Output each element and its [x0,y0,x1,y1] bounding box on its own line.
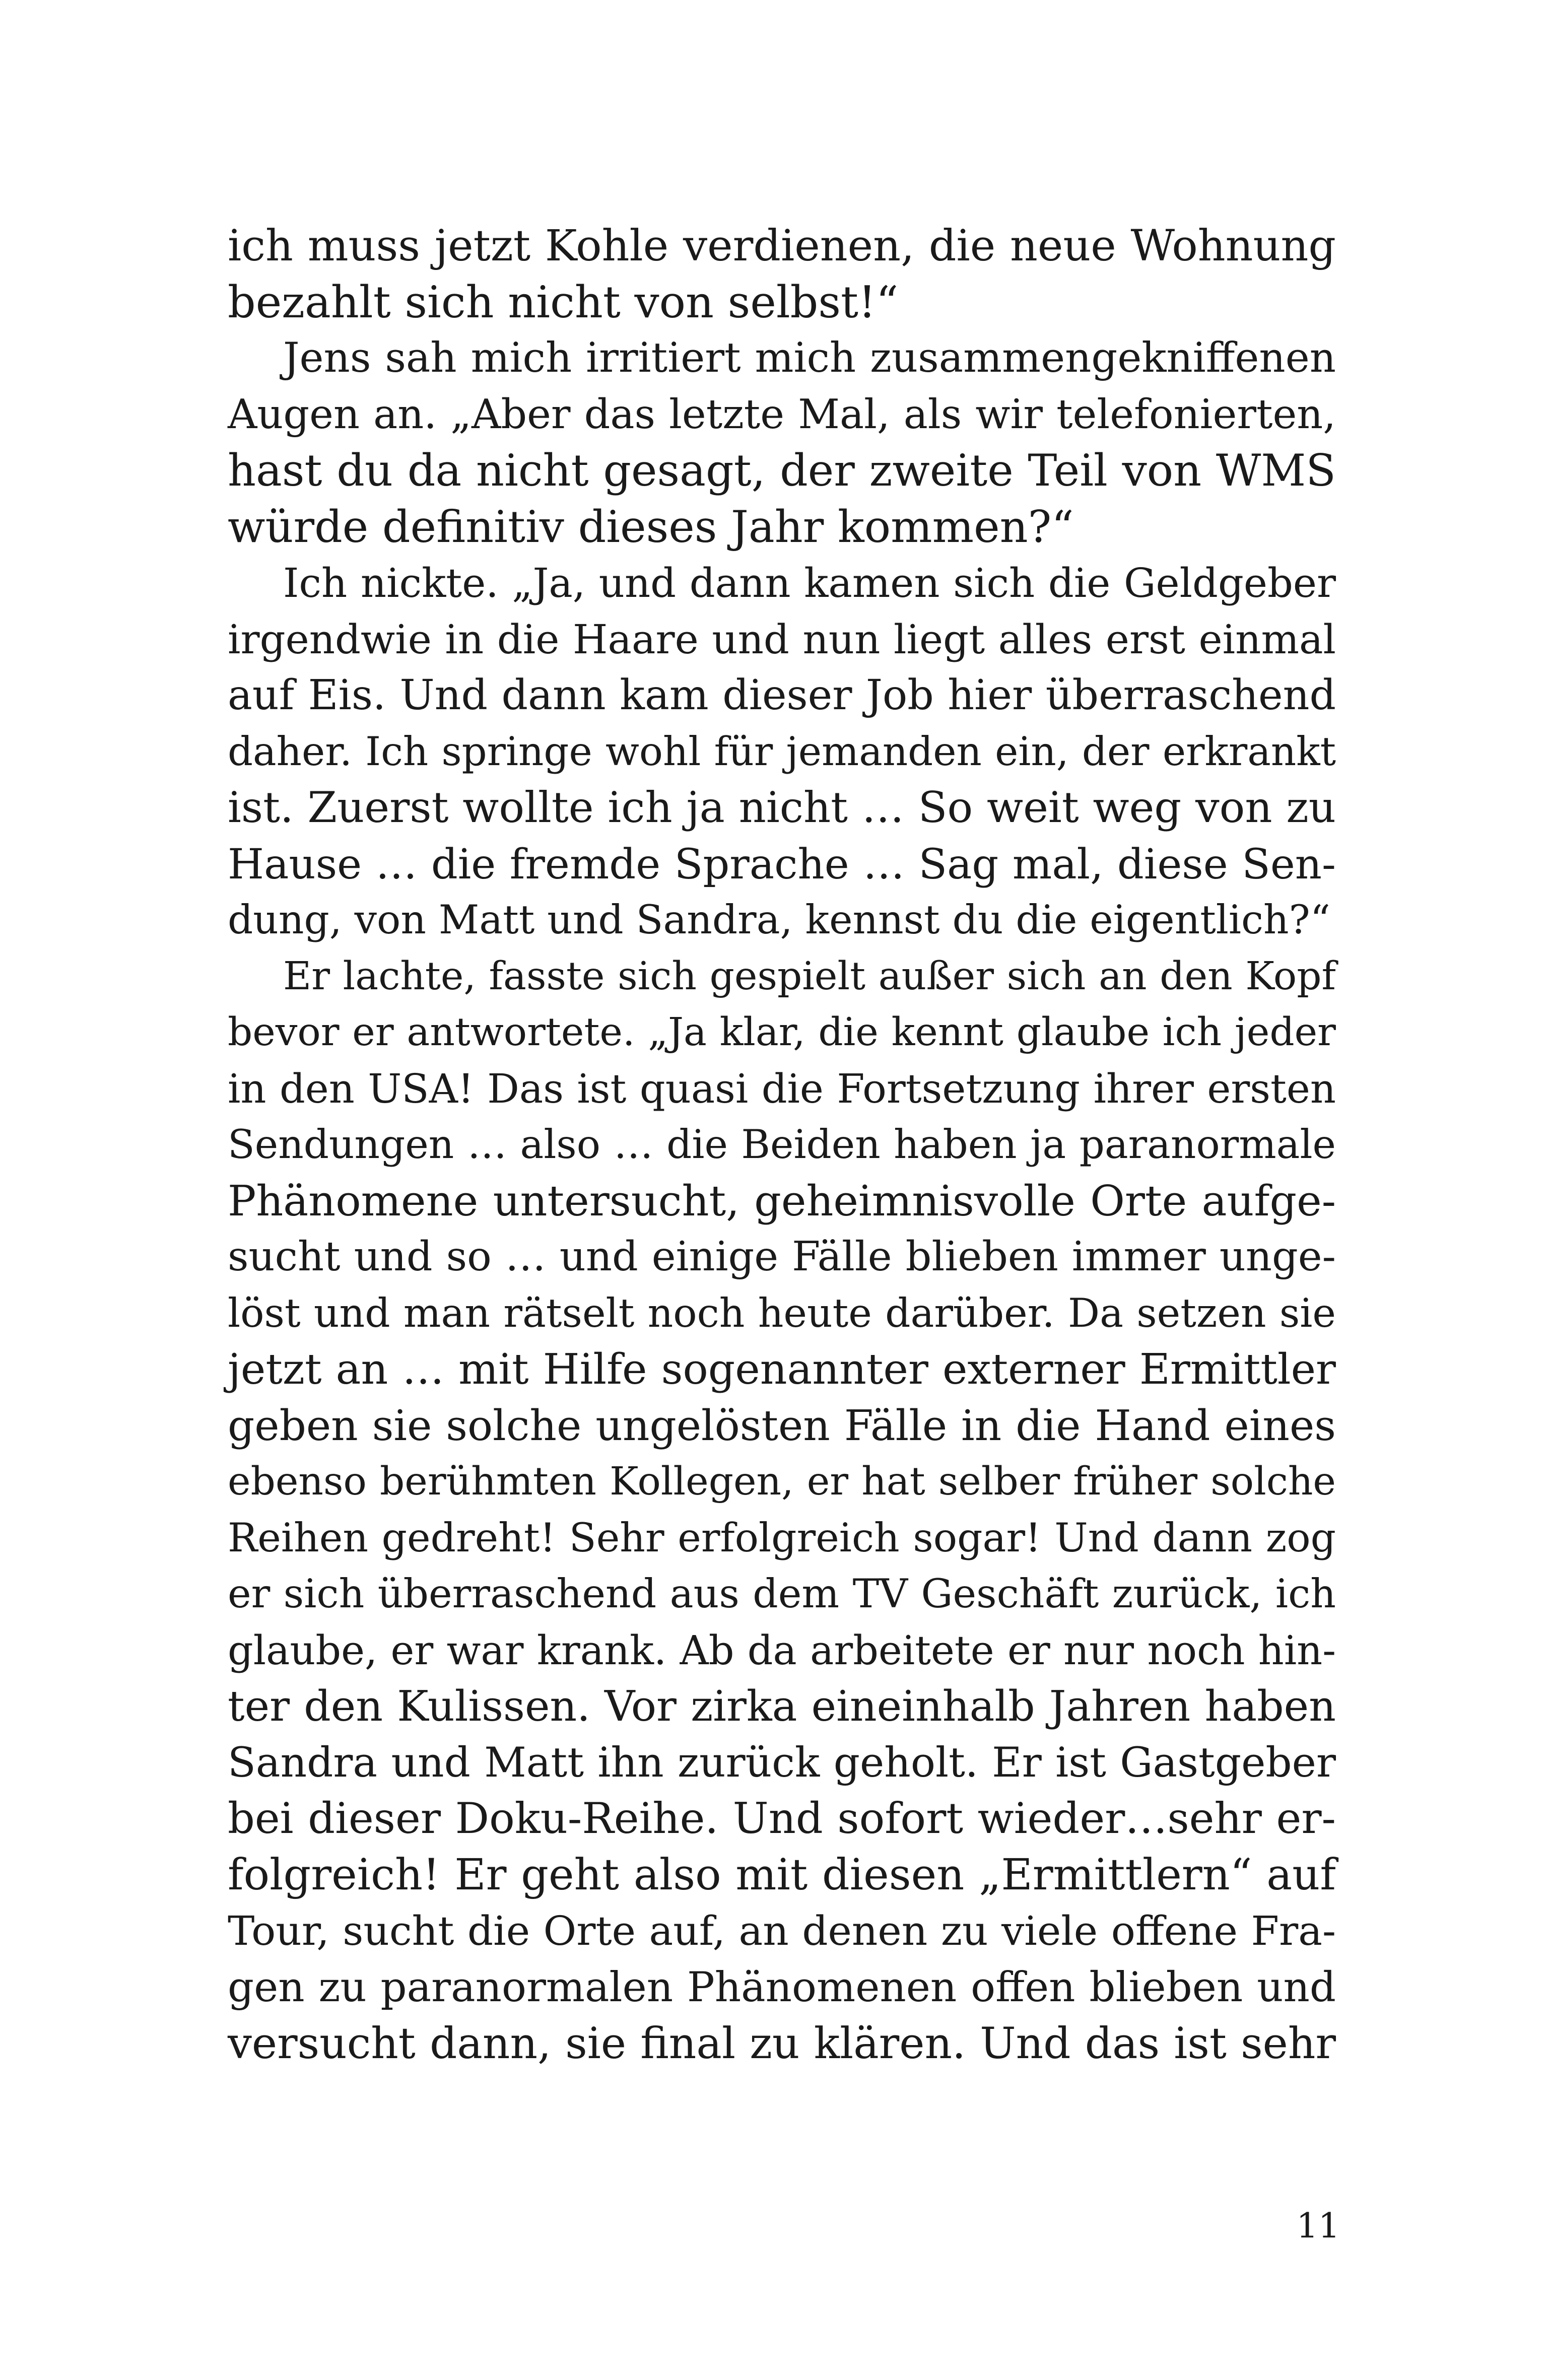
text-line: Sendungen … also … die Beiden haben ja paranormale [228,1121,1336,1168]
text-line: bezahlt sich nicht von selbst!“ [228,276,899,328]
text-line: irgendwie in die Haare und nun liegt alles erst einmal [228,616,1336,663]
text-line: auf Eis. Und dann kam dieser Job hier überraschend [228,671,1336,719]
text-line: ich muss jetzt Kohle verdienen, die neue Wohnung [228,221,1336,271]
text-line: versucht dann, sie final zu klären. Und das ist sehr [228,2018,1336,2068]
body-text [228,218,1336,2072]
text-line: ist. Zuerst wollte ich ja nicht … So weit weg von zu [228,783,1336,832]
text-line: Sandra und Matt ihn zurück geholt. Er ist Gastgeber [228,1738,1336,1787]
text-line: gen zu paranormalen Phänomenen offen blieben und [228,1963,1336,2011]
text-line: sucht und so … und einige Fälle blieben immer unge- [228,1233,1336,1280]
text-line: Er lachte, fasste sich gespielt außer sich an den Kopf [283,954,1336,999]
text-line: löst und man rätselt noch heute darüber. Da setzen sie [228,1289,1336,1336]
text-line: Reihen gedreht! Sehr erfolgreich sogar! Und dann zog [228,1514,1336,1561]
text-line: Ich nickte. „Ja, und dann kamen sich die Geldgeber [283,560,1336,606]
text-line: in den USA! Das ist quasi die Fortsetzung ihrer ersten [228,1065,1336,1112]
text-line: ter den Kulissen. Vor zirka eineinhalb Jahren haben [228,1681,1336,1731]
text-line: jetzt an … mit Hilfe sogenannter externer Ermittler [228,1344,1336,1394]
text-line: glaube, er war krank. Ab da arbeitete er nur noch hin- [228,1626,1336,1674]
text-line: Hause … die fremde Sprache … Sag mal, diese Sen- [228,839,1336,889]
text-line: ebenso berühmten Kollegen, er hat selber früher solche [228,1459,1336,1504]
text-line: er sich überraschend aus dem TV Geschäft zurück, ich [228,1571,1336,1617]
text-line: bevor er antwortete. „Ja klar, die kennt glaube ich jeder [228,1010,1336,1055]
text-line: hast du da nicht gesagt, der zweite Teil von WMS [228,445,1336,496]
text-line: würde definitiv dieses Jahr kommen?“ [228,501,1074,553]
text-line: Tour, sucht die Orte auf, an denen zu viele offene Fra- [228,1908,1336,1954]
text-line: Augen an. „Aber das letzte Mal, als wir telefonierten, [228,390,1336,438]
text-line: dung, von Matt und Sandra, kennst du die eigentlich?“ [228,897,1330,943]
page-number: 11 [1296,2206,1340,2246]
text-line: Jens sah mich irritiert mich zusammengekniffenen [283,334,1336,382]
text-line: bei dieser Doku-Reihe. Und sofort wieder…sehr er- [228,1794,1336,1843]
text-line: geben sie solche ungelösten Fälle in die Hand eines [228,1401,1336,1450]
text-line: daher. Ich springe wohl für jemanden ein, der erkrankt [228,728,1336,775]
text-line: folgreich! Er geht also mit diesen „Ermittlern“ auf [228,1850,1336,1900]
text-line: Phänomene untersucht, geheimnisvolle Orte aufge- [228,1176,1336,1226]
